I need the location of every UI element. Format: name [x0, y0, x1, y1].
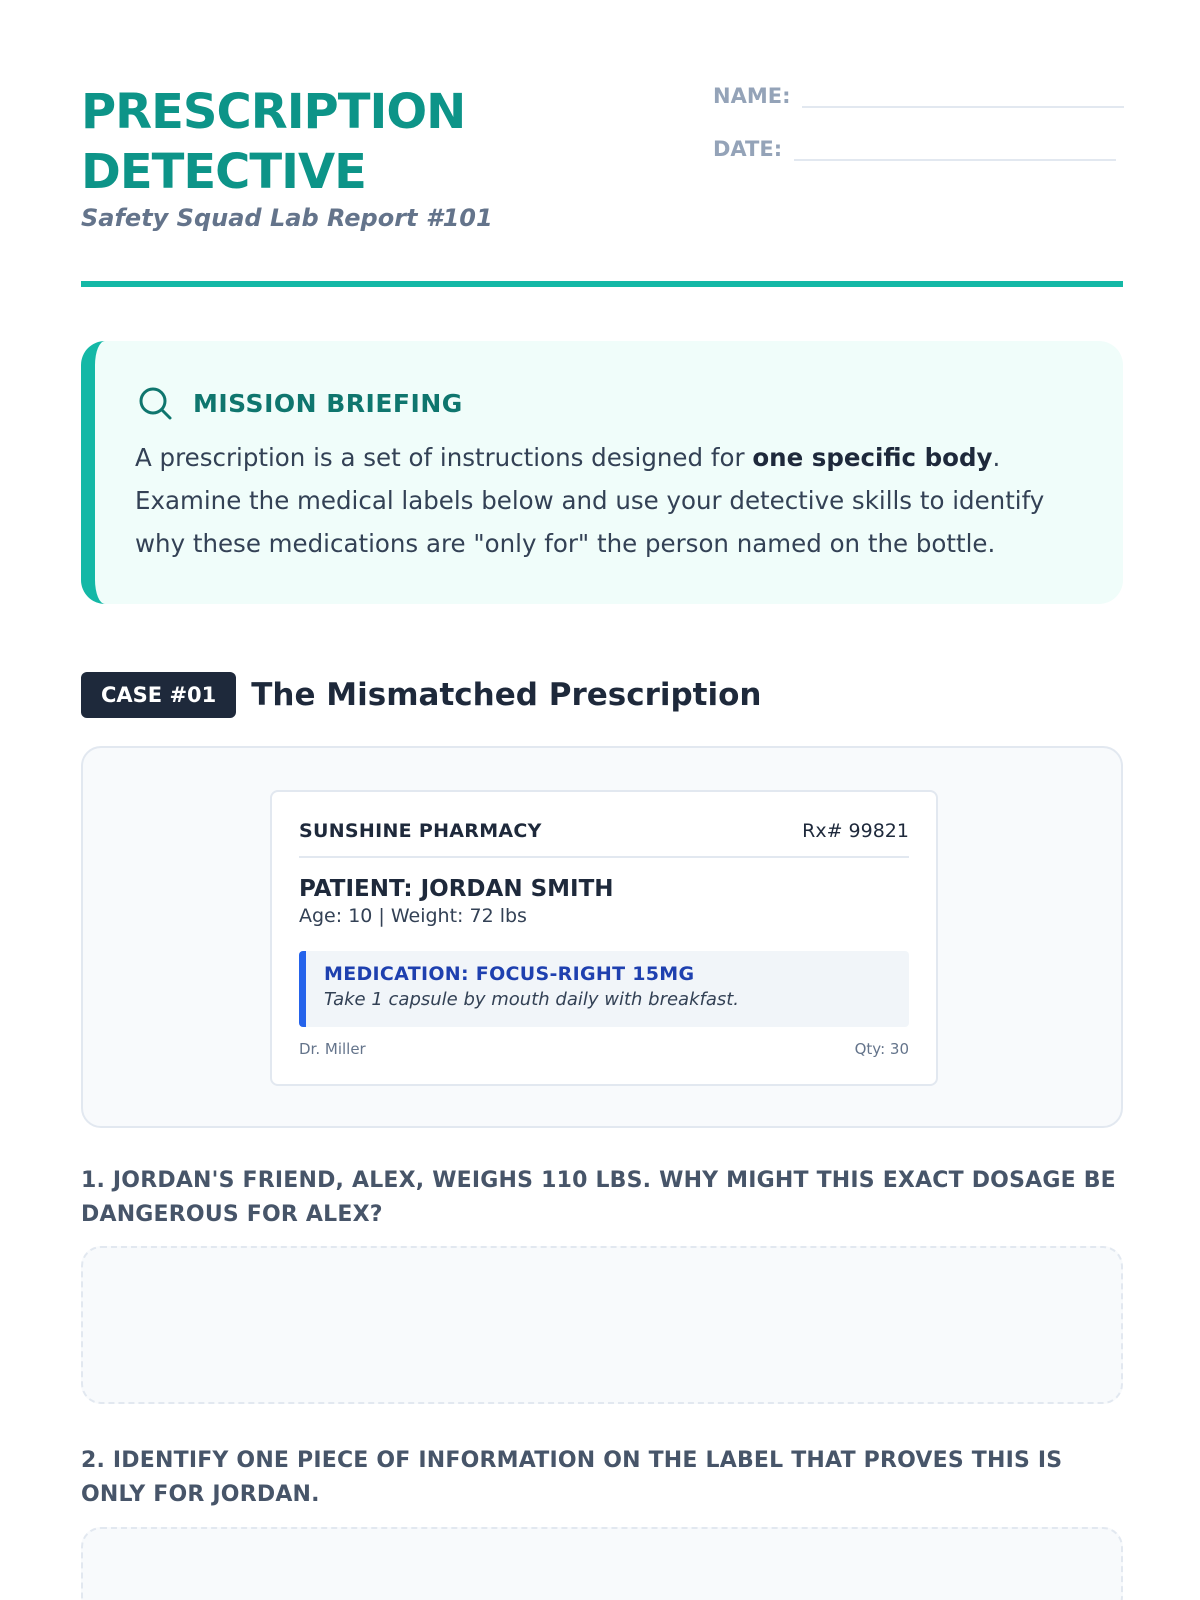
briefing-text-bold: one specific body — [752, 443, 993, 472]
case-title: The Mismatched Prescription — [251, 677, 762, 713]
case-heading — [81, 672, 762, 718]
title-line-1: PRESCRIPTION — [81, 84, 466, 140]
label-header — [299, 820, 909, 858]
doctor-name: Dr. Miller — [299, 1040, 366, 1058]
name-label: NAME: — [713, 84, 791, 108]
medication-instructions: Take 1 capsule by mouth daily with breakfast. — [324, 989, 740, 1010]
date-label: DATE: — [713, 137, 783, 161]
medication-box — [299, 951, 909, 1027]
name-line[interactable] — [802, 106, 1124, 108]
medication-name: MEDICATION: FOCUS-RIGHT 15MG — [324, 963, 695, 985]
briefing-text-start: A prescription is a set of instructions designed for — [135, 443, 753, 472]
question-1: 1. JORDAN'S FRIEND, ALEX, WEIGHS 110 LBS. WHY MIGHT THIS EXACT DOSAGE BE DANGEROUS FOR ALEX? — [81, 1168, 1116, 1227]
question-2: 2. IDENTIFY ONE PIECE OF INFORMATION ON THE LABEL THAT PROVES THIS IS ONLY FOR JORDAN. — [81, 1448, 1063, 1507]
briefing-text-end: . Examine the medical labels below and use your detective skills to identify why these medications are "only for" the person named on the bottle. — [135, 443, 1045, 558]
page-title — [81, 82, 465, 202]
briefing-text — [135, 436, 1075, 565]
prescription-label — [270, 790, 938, 1086]
header — [81, 0, 1123, 290]
answer-box-1[interactable] — [81, 1246, 1123, 1404]
page-subtitle: Safety Squad Lab Report #101 — [81, 204, 493, 232]
answer-box-2[interactable] — [81, 1527, 1123, 1600]
date-line[interactable] — [794, 159, 1116, 161]
search-icon — [135, 383, 175, 423]
briefing-title: MISSION BRIEFING — [193, 388, 463, 418]
quantity: Qty: 30 — [854, 1040, 909, 1058]
case-panel — [81, 746, 1123, 1128]
case-badge: CASE #01 — [81, 672, 236, 718]
pharmacy-name: SUNSHINE PHARMACY — [299, 820, 542, 842]
patient-name: PATIENT: JORDAN SMITH — [299, 876, 614, 902]
date-field — [713, 137, 1116, 161]
patient-info: Age: 10 | Weight: 72 lbs — [299, 905, 527, 927]
briefing-header — [135, 383, 463, 423]
name-field — [713, 84, 1124, 108]
worksheet-page — [81, 0, 1123, 1507]
label-footer — [299, 1040, 909, 1058]
mission-briefing — [81, 341, 1123, 604]
header-divider — [81, 281, 1123, 287]
title-line-2: DETECTIVE — [81, 144, 366, 200]
rx-number: Rx# 99821 — [802, 820, 909, 842]
